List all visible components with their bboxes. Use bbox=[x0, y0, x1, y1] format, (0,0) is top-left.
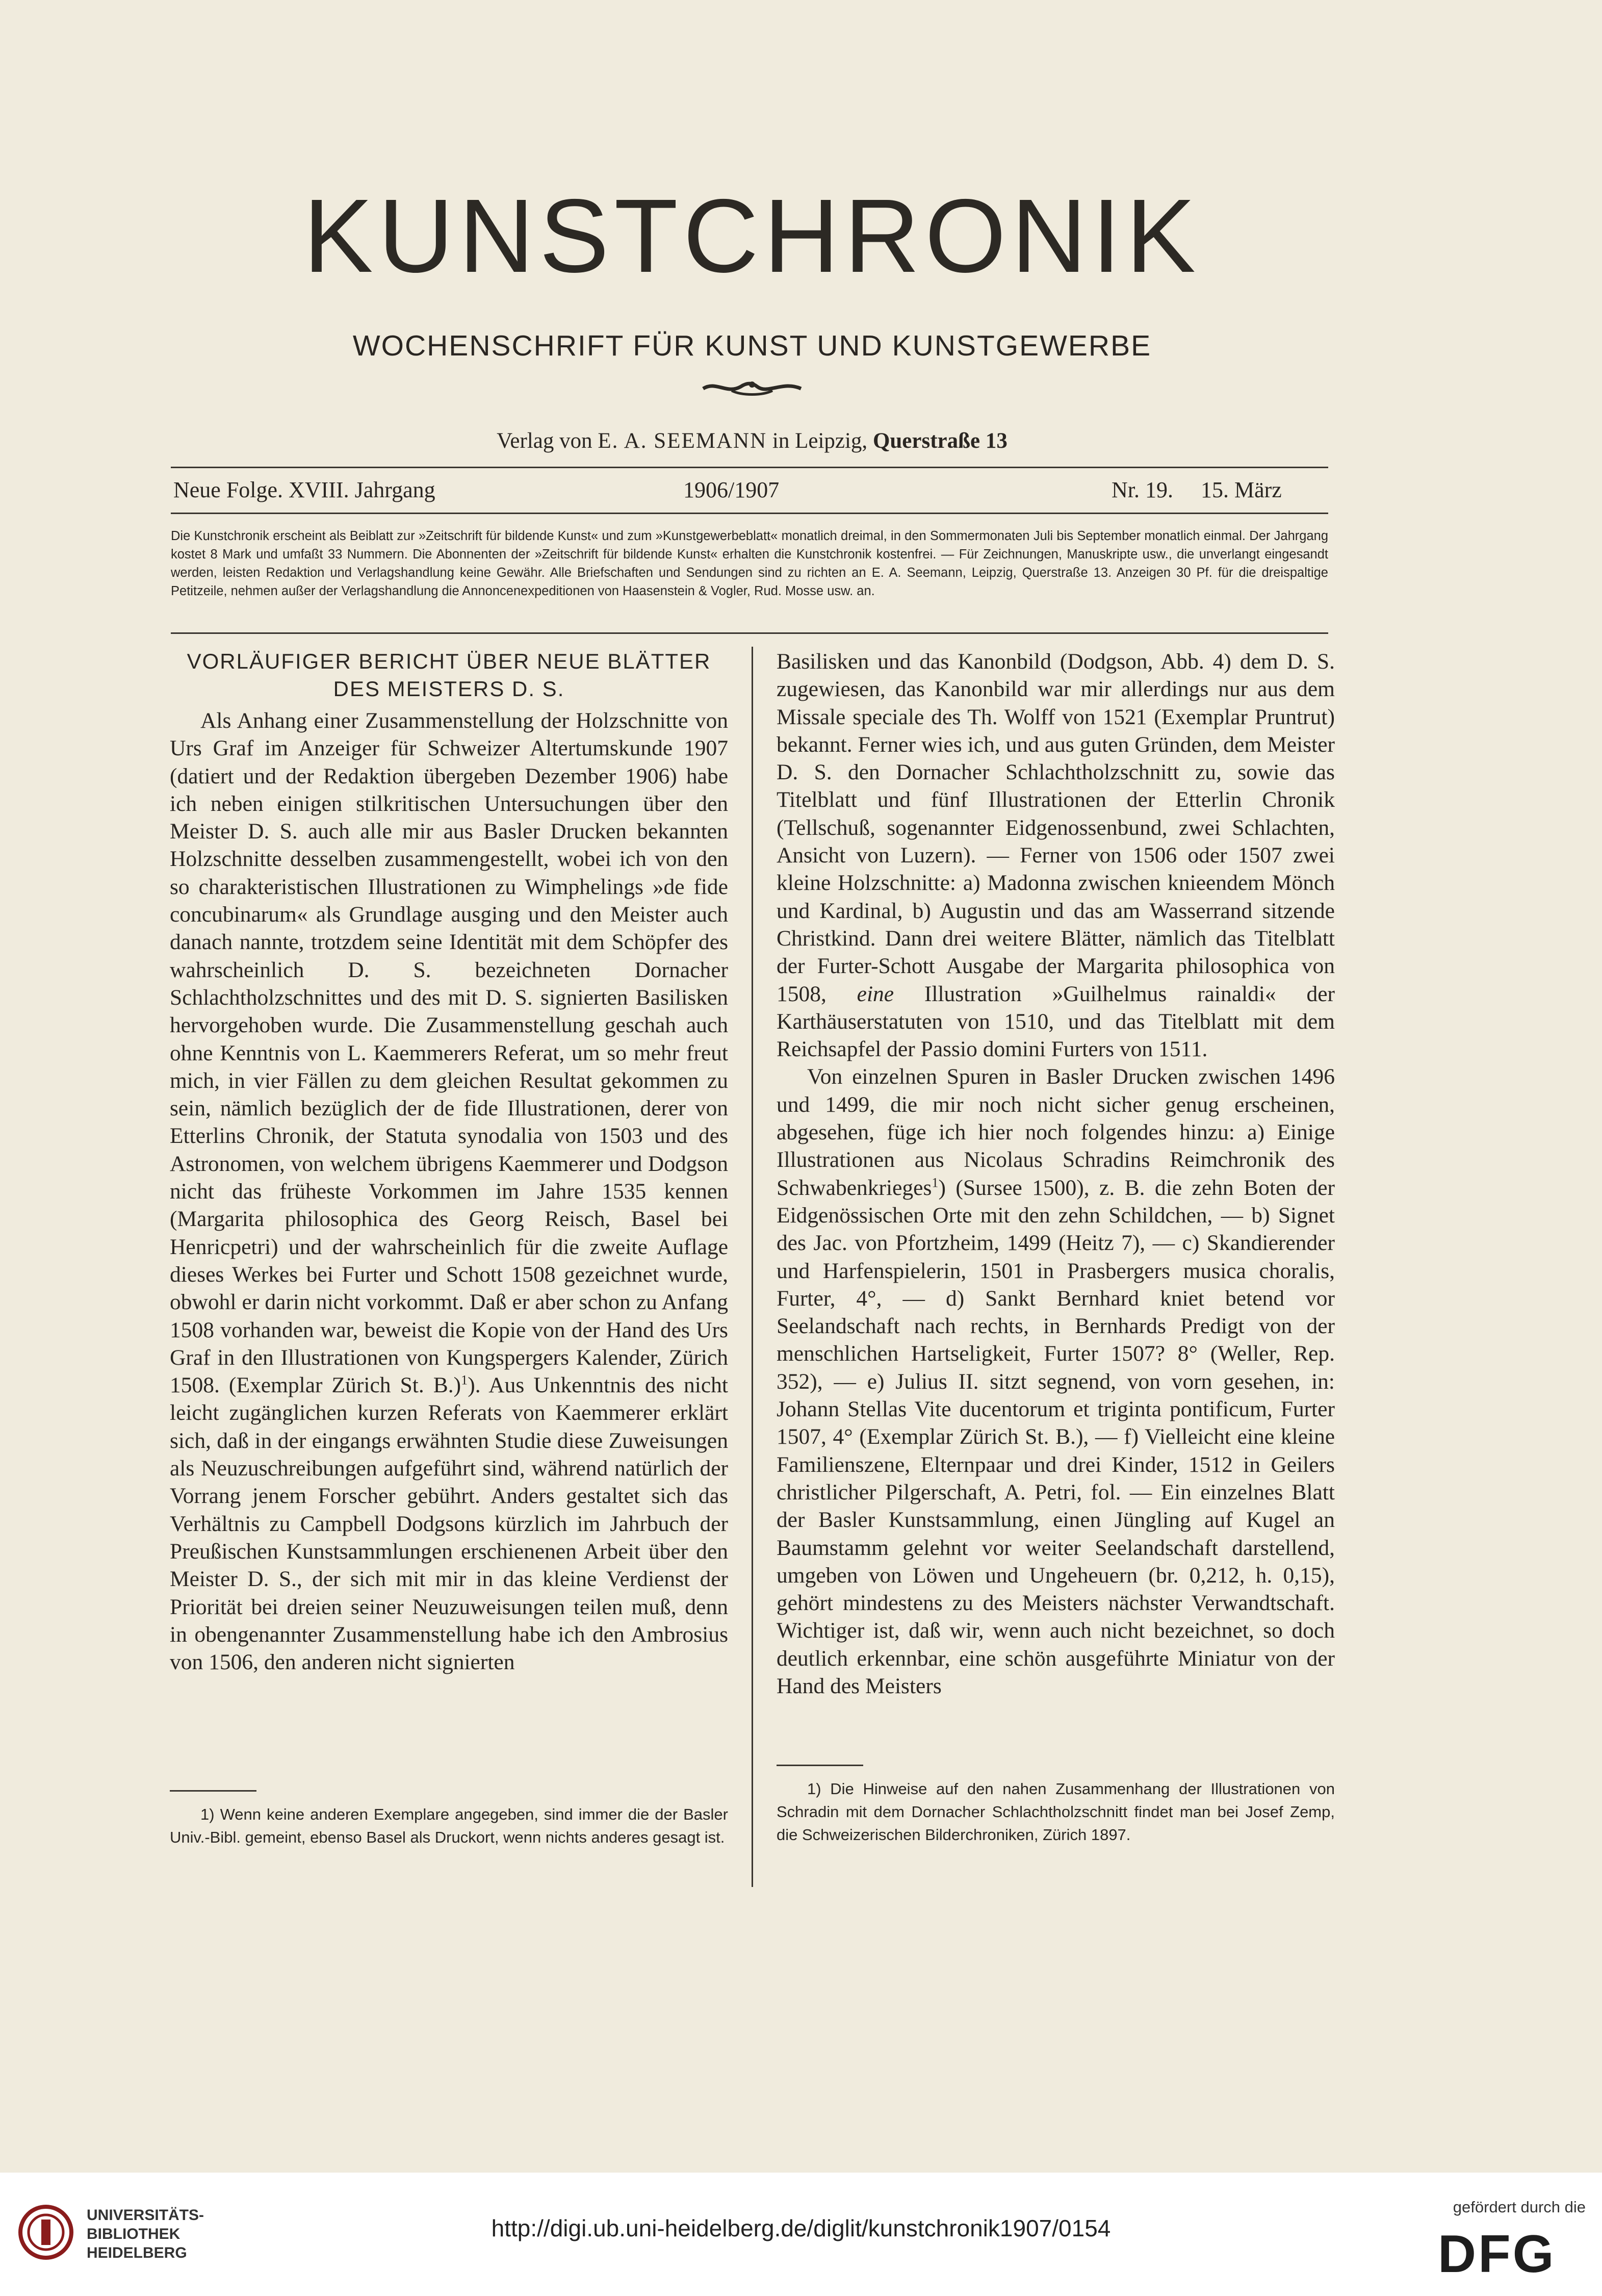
issue-series: Neue Folge. XVIII. Jahrgang bbox=[173, 477, 435, 502]
footnote-rule-left bbox=[170, 1790, 256, 1792]
column-divider bbox=[752, 647, 753, 1887]
publisher-place: in Leipzig, bbox=[772, 429, 868, 453]
subscription-notice: Die Kunstchronik erscheint als Beiblatt zur »Zeitschrift für bildende Kunst« und zum »Kunstgewerbeblatt« monatlich dreimal, in den Sommermonaten Juli bis September monatlich einmal. Der Jahrgang kostet 8 Mark und umfaßt 33 Nummern. Die Abonnenten der »Zeitschrift für bildende Kunst« erhalten die Kunstchronik kostenfrei. — Für Zeichnungen, Manuskripte usw., die unverlangt eingesandt werden, leisten Redaktion und Verlagshandlung keine Gewähr. Alle Briefschaften und Sendungen sind zu richten an E. A. Seemann, Leipzig, Querstraße 13. Anzeigen 30 Pf. für die dreispaltige Petitzeile, nehmen außer der Verlagshandlung die Annoncenexpeditionen von Haasenstein & Vogler, Rud. Mosse usw. an. bbox=[171, 529, 1328, 598]
footnote-rule-right bbox=[777, 1765, 863, 1766]
header-rule-top bbox=[171, 467, 1328, 468]
source-url[interactable]: http://digi.ub.uni-heidelberg.de/diglit/kunstchronik1907/0154 bbox=[491, 2215, 1111, 2241]
footnote-left: 1) Wenn keine anderen Exemplare angegeben, sind immer die der Basler Univ.-Bibl. gemeint, ebenso Basel als Druckort, wenn nichts anderes gesagt ist. bbox=[170, 1805, 728, 1846]
article-paragraph: Als Anhang einer Zusammenstellung der Holzschnitte von Urs Graf im Anzeiger für Schweizer Altertumskunde 1907 (datiert und der Redaktion übergeben Dezember 1906) habe ich neben einigen stilkritischen Untersuchungen über den Meister D. S. auch alle mir aus Basler Drucken bekannten Holzschnitte desselben zusammengestellt, wobei ich von den so charakteristischen Illustrationen zu Wimphelings »de fide concubinarum« als Grundlage ausging und den Meister auch danach nannte, trotzdem seine Identität mit dem Schöpfer des wahrscheinlich D. S. bezeichneten Dornacher Schlachtholzschnittes und des mit D. S. signierten Basilisken hervorgehoben wurde. Die Zusammenstellung geschah auch ohne Kenntnis von L. Kaemmerers Referat, um so mehr freut mich, in vier Fällen zu dem gleichen Resultat gekommen zu sein, nämlich bezüglich der de fide Illustrationen, derer von Etterlins Chronik, der Statuta synodalia von 1503 und des Astronomen, von welchem übrigens Kaemmerer und Dodgson nicht das früheste Vorkommen im Jahre 1535 kennen (Margarita philosophica des Georg Reisch, Basel bei Henricpetri) und der wahrscheinlich für die zweite Auflage dieses Werkes bei Furter und Schott 1508 gezeichnet wurde, obwohl er darin nicht vorkommt. Daß er aber schon zu Anfang 1508 vorhanden war, beweist die Kopie von der Hand des Urs Graf in den Illustrationen von Kungspergers Kalender, Zürich 1508. (Exemplar Zürich St. B.)$^1$). Aus Unkenntnis des nicht leicht zugänglichen kurzen Referats von Kaemmerer erklärt sich, daß in der eingangs erwähnten Studie diese Zuweisungen als Neuzuschreibungen aufgeführt sind, während natürlich der Vorrang jenem Forscher gebührt. Anders gestaltet sich das Verhältnis zu Campbell Dodgsons kürzlich im Jahrbuch der Preußischen Kunstsammlungen erschienenen Arbeit über den Meister D. S., der sich mit mir in das kleine Verdienst der Priorität bei dreien seiner Neuzuweisungen teilen muß, denn in obengenannter Zusammenstellung habe ich den Ambrosius von 1506, den anderen nicht signierten bbox=[170, 708, 729, 1675]
dfg-logo: DFG bbox=[1438, 2225, 1556, 2284]
header-rule-bottom bbox=[171, 513, 1328, 514]
article-title: VORLÄUFIGER BERICHT ÜBER NEUE BLÄTTER DES MEISTERS D. S. bbox=[187, 649, 711, 701]
publisher-name: E. A. SEEMANN bbox=[598, 429, 767, 453]
publisher-line bbox=[168, 428, 1336, 453]
issue-bar bbox=[173, 477, 1326, 507]
issue-years: 1906/1907 bbox=[683, 477, 780, 502]
article-column-left bbox=[170, 648, 728, 1676]
masthead-title: KUNSTCHRONIK bbox=[303, 177, 1201, 294]
issue-number: Nr. 19. bbox=[1112, 477, 1173, 502]
issue-date: 15. März bbox=[1201, 477, 1282, 502]
article-paragraph: Von einzelnen Spuren in Basler Drucken zwischen 1496 und 1499, die mir noch nicht sicher genug erscheinen, abgesehen, füge ich hier noch folgendes hinzu: a) Einige Illustrationen aus Nicolaus Schradins Reimchronik des Schwabenkrieges$^1$) (Sursee 1500), z. B. die zehn Boten der Eidgenössischen Orte mit den zehn Schildchen, — b) Signet des Jac. von Pfortzheim, 1499 (Heitz 7), — c) Skandierender und Harfenspielerin, 1501 in Prasbergers musica choralis, Furter, 4°, — d) Sankt Bernhard kniet betend vor Seelandschaft nach rechts, in Bernhards Predigt von der menschlichen Hartseligkeit, Furter 1507? 8° (Weller, Rep. 352), — e) Julius II. sitzt segnend, von vorn gesehen, in: Johann Stellas Vite ducentorum et triginta pontificum, Furter 1507, 4° (Exemplar Zürich St. B.), — f) Vielleicht eine kleine Familienszene, Elternpaar und drei Kinder, 1512 in Geilers christlicher Pilgerschaft, A. Petri, fol. — Ein einzelnes Blatt der Basler Kunstsammlung, einen Jüngling auf Kugel an Baumstamm gelehnt vor weiter Seelandschaft darstellend, umgeben von Löwen und Ungeheuern (br. 0,212, h. 0,15), gehört mindestens zu des Meisters nächster Verwandtschaft. Wichtiger ist, daß wir, wenn auch nicht bezeichnet, so doch deutlich erkennbar, eine schön ausgeführte Miniatur von der Hand des Meisters bbox=[777, 1064, 1335, 1698]
publisher-prefix: Verlag von bbox=[497, 429, 592, 453]
notice-rule bbox=[171, 632, 1328, 634]
article-paragraph: Basilisken und das Kanonbild (Dodgson, Abb. 4) dem D. S. zugewiesen, das Kanonbild war mir allerdings nur aus dem Missale speciale des Th. Wolff von 1521 (Exemplar Pruntrut) bekannt. Ferner wies ich, und aus guten Gründen, dem Meister D. S. den Dornacher Schlachtholzschnitt zu, sowie das Titelblatt und fünf Illustrationen der Etterlin Chronik (Tellschuß, sogenannter Eidgenossenbund, zwei Schlachten, Ansicht von Luzern). — Ferner von 1506 oder 1507 zwei kleine Holzschnitte: a) Madonna zwischen knieendem Mönch und Kardinal, b) Augustin und das am Wasserrand sitzende Christkind. Dann drei weitere Blätter, nämlich das Titelblatt der Furter-Schott Ausgabe der Margarita philosophica von 1508, eine Illustration »Guilhelmus rainaldi« der Karthäuserstatuten von 1510, und das Titelblatt mit dem Reichsapfel der Passio domini Furters von 1511. bbox=[777, 649, 1335, 1062]
library-name: UNIVERSITÄTS- BIBLIOTHEK HEIDELBERG bbox=[87, 2207, 204, 2261]
publisher-street: Querstraße 13 bbox=[872, 429, 1007, 453]
masthead-subtitle: WOCHENSCHRIFT FÜR KUNST UND KUNSTGEWERBE bbox=[352, 329, 1152, 362]
footnote-right: 1) Die Hinweise auf den nahen Zusammenhang der Illustrationen von Schradin mit dem Dornacher Schlachtholzschnitt findet man bei Josef Zemp, die Schweizerischen Bilderchroniken, Zürich 1897. bbox=[777, 1780, 1335, 1844]
ornament-icon bbox=[701, 377, 803, 398]
funding-label: gefördert durch die bbox=[1453, 2198, 1586, 2216]
article-column-right bbox=[777, 648, 1335, 1700]
